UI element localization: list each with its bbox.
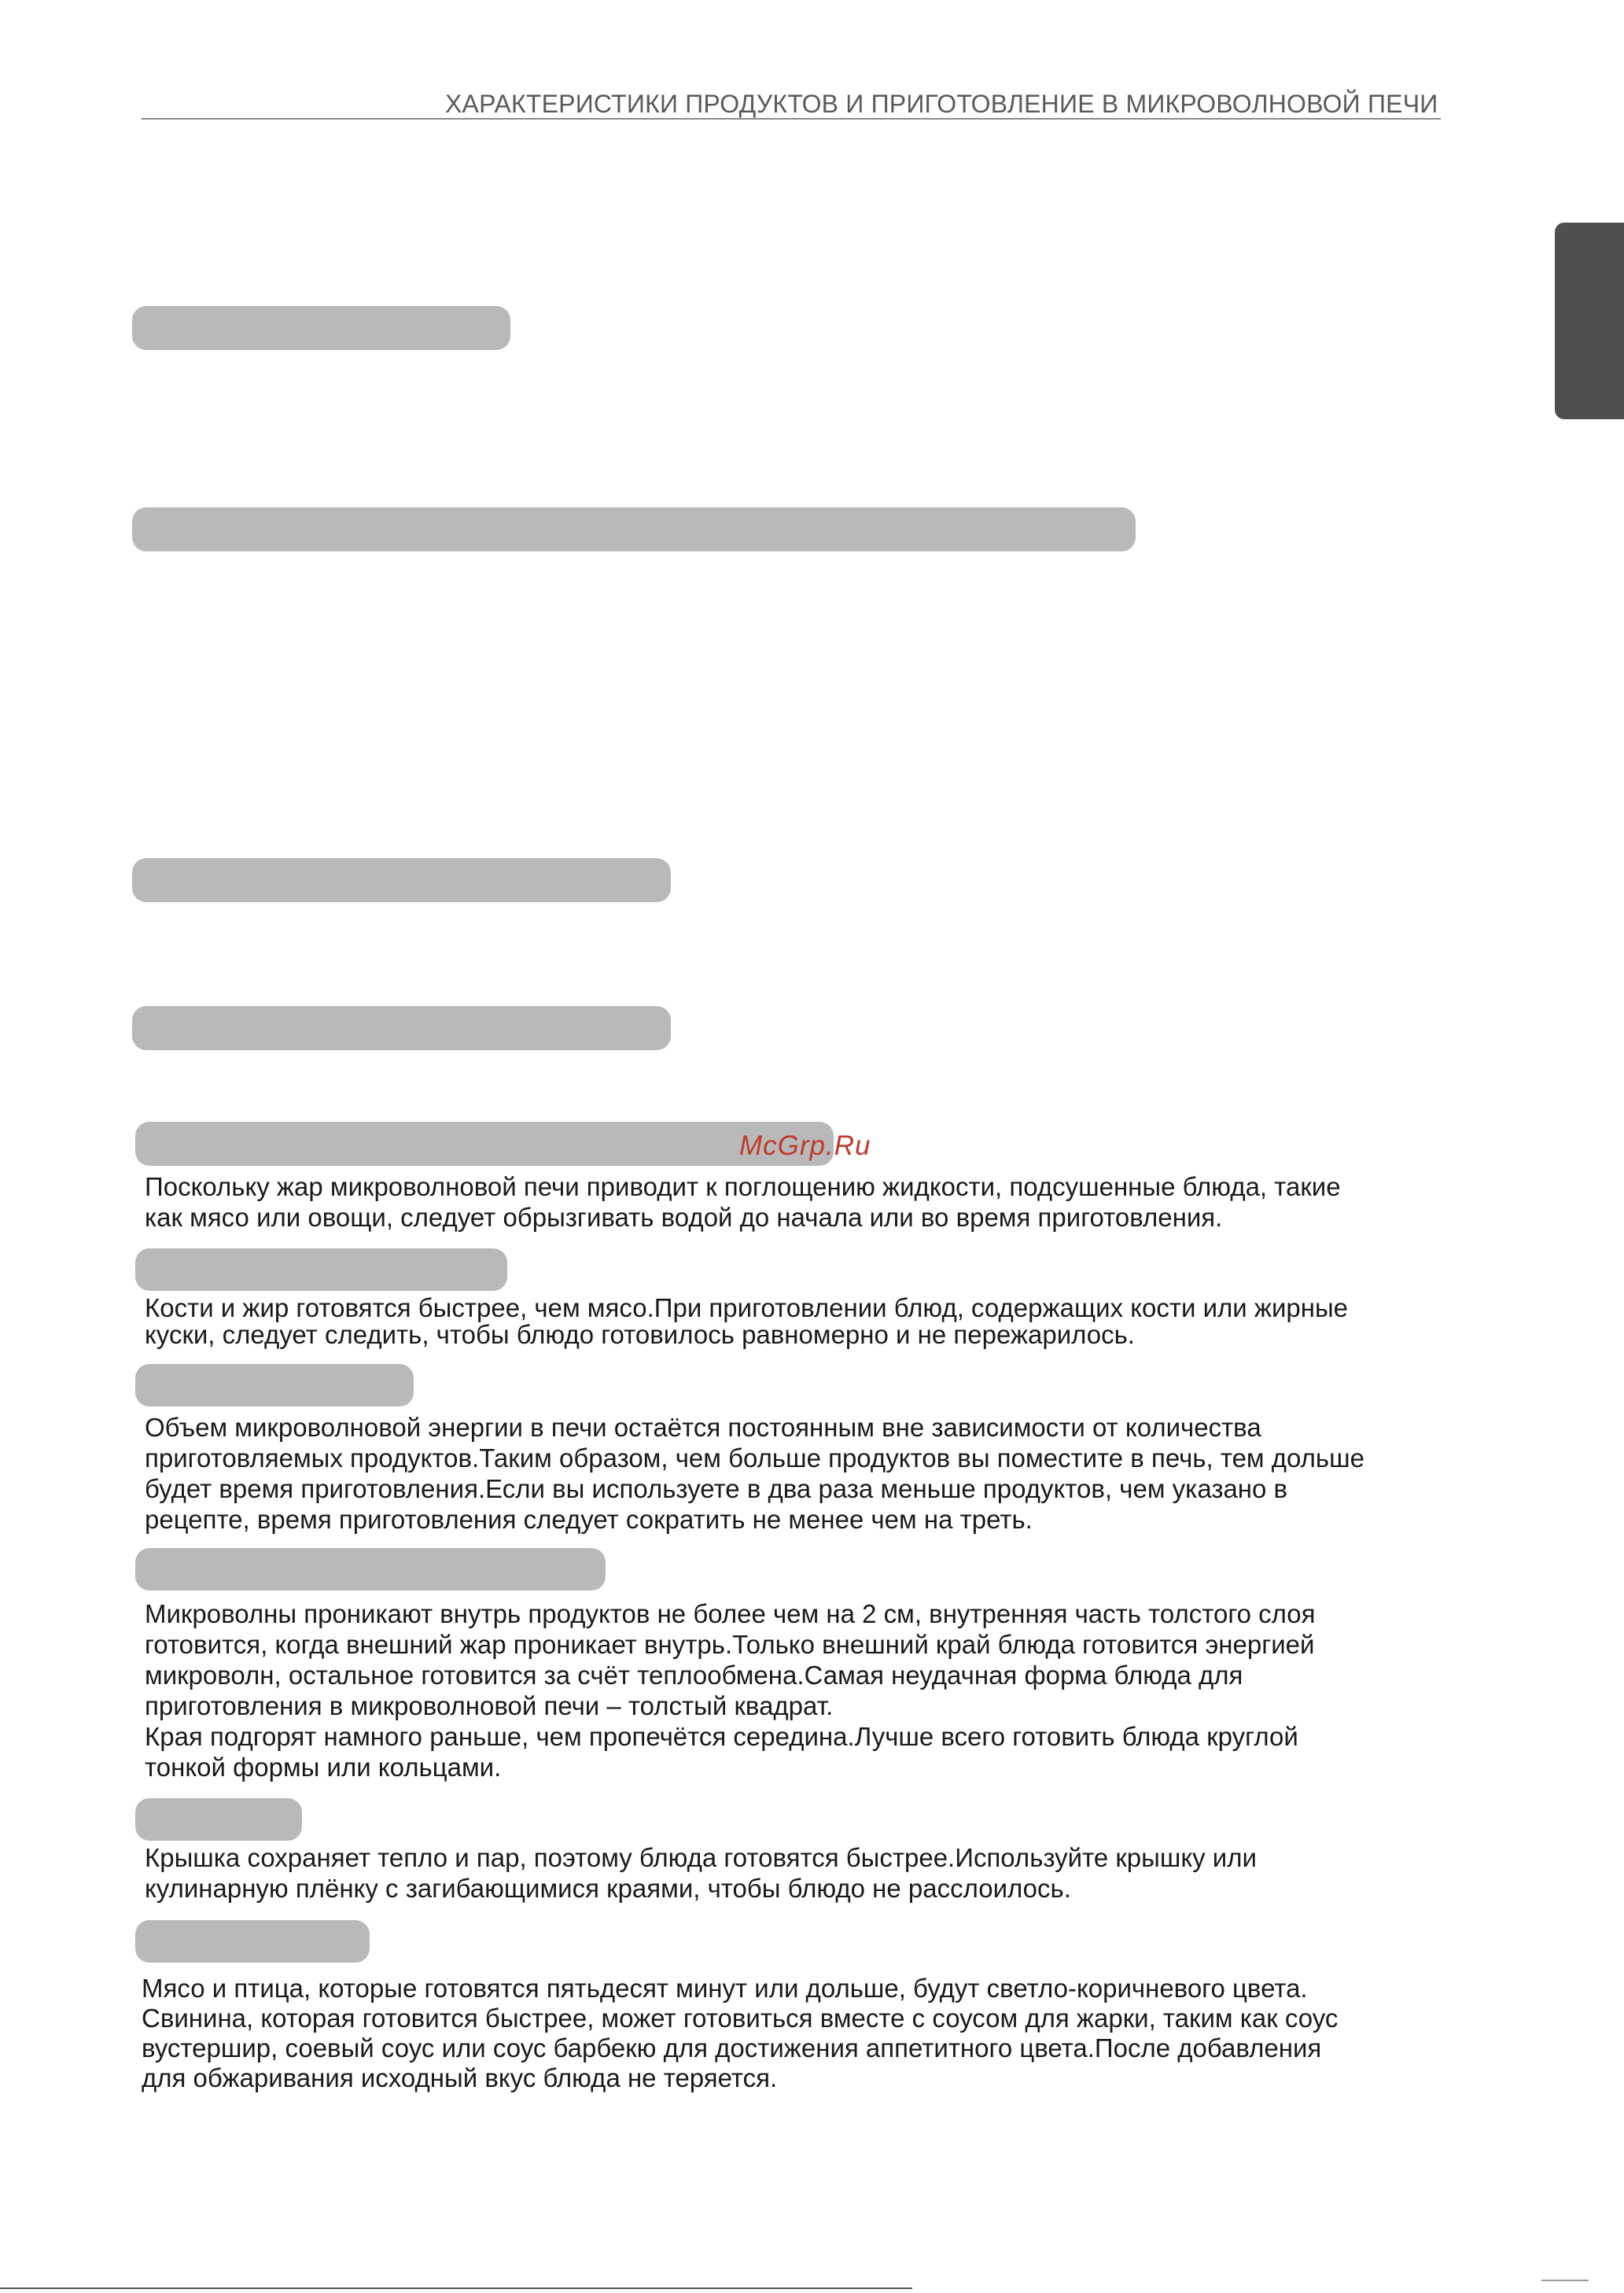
redacted-heading-7 bbox=[135, 1364, 414, 1406]
redacted-heading-3 bbox=[132, 858, 671, 902]
redacted-heading-10 bbox=[135, 1920, 370, 1963]
paragraph-cover: Крышка сохраняет тепло и пар, поэтому блюда готовятся быстрее.Используйте крышку или кулинарную плёнку с загибающимися краями, чтобы блюдо не расслоилось. bbox=[145, 1843, 1257, 1903]
paragraph-browning: Мясо и птица, которые готовятся пятьдесят минут или дольше, будут светло-коричневого цвета. Свинина, которая готовится быстрее, может готовиться вместе с соусом для жарки, таким как соус вустершир, соевый соус или соус барбекю для достижения аппетитного цвета.После добавления для обжаривания исходный вкус блюда не теряется. bbox=[142, 1974, 1339, 2092]
redacted-heading-6 bbox=[135, 1248, 507, 1291]
paragraph-moisture: Поскольку жар микроволновой печи приводит к поглощению жидкости, подсушенные блюда, такие как мясо или овощи, следует обрызгивать водой до начала или во время приготовления. bbox=[145, 1172, 1341, 1232]
watermark-text: McGrp.Ru bbox=[739, 1130, 871, 1161]
paragraph-quantity: Объем микроволновой энергии в печи остаётся постоянным вне зависимости от количества приготовляемых продуктов.Таким образом, чем больше продуктов вы поместите в печь, тем дольше будет время приготовления.Если вы используете в два раза меньше продуктов, чем указано в рецепте, время приготовления следует сократить не менее чем на треть. bbox=[145, 1413, 1364, 1534]
redacted-heading-8 bbox=[135, 1548, 606, 1591]
footer-page-marks bbox=[1541, 2280, 1589, 2286]
redacted-heading-5 bbox=[135, 1122, 834, 1166]
redacted-heading-4 bbox=[132, 1006, 671, 1050]
paragraph-shape: Микроволны проникают внутрь продуктов не более чем на 2 см, внутренняя часть толстого слоя готовится, когда внешний жар проникает внутрь.Только внешний край блюда готовится энергией микроволн, остальное готовится за счёт теплообмена.Самая неудачная форма блюда для приготовления в микроволновой печи – толстый квадрат. Края подгорят намного раньше, чем пропечётся середина.Лучше всего готовить блюда круглой тонкой формы или кольцами. bbox=[145, 1599, 1316, 1782]
paragraph-bones-fat: Кости и жир готовятся быстрее, чем мясо.При приготовлении блюд, содержащих кости или жирные куски, следует следить, чтобы блюдо готовилось равномерно и не пережарилось. bbox=[145, 1293, 1349, 1349]
redacted-heading-1 bbox=[132, 306, 510, 350]
footer-rule bbox=[0, 2287, 912, 2289]
page-header-title: ХАРАКТЕРИСТИКИ ПРОДУКТОВ И ПРИГОТОВЛЕНИЕ В МИКРОВОЛНОВОЙ ПЕЧИ bbox=[445, 90, 1438, 118]
redacted-heading-2 bbox=[132, 507, 1136, 551]
redacted-heading-9 bbox=[135, 1798, 302, 1841]
section-side-tab bbox=[1555, 223, 1624, 419]
